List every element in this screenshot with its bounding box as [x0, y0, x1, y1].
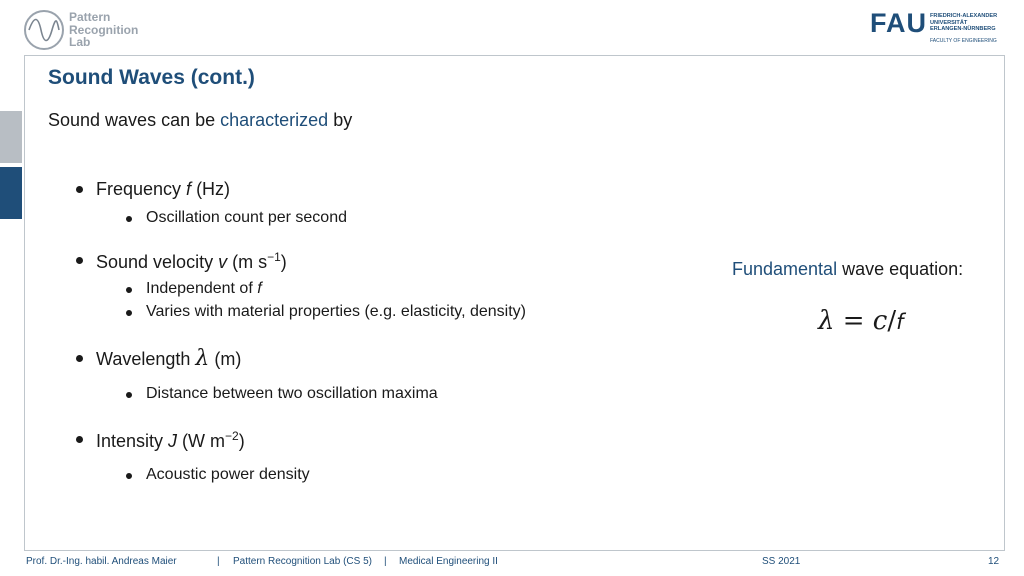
sub-bullet-dot	[126, 473, 132, 479]
footer-separator: |	[217, 556, 220, 567]
sub-bullet-text: Distance between two oscillation maxima	[146, 385, 438, 402]
sub-bullet-distance-maxima	[126, 385, 438, 403]
pattern-recognition-lab-logo	[24, 8, 154, 54]
wave-equation	[818, 306, 904, 336]
bullet-dot	[76, 257, 83, 264]
sub-bullet-text: Oscillation count per second	[146, 209, 347, 226]
footer-term: SS 2021	[762, 556, 801, 567]
bullet-label: Sound velocity	[96, 252, 219, 272]
wave-equation-rhs: f	[896, 310, 904, 334]
bullet-label: Intensity	[96, 431, 169, 451]
lab-logo-icon	[24, 10, 64, 50]
bullet-unit-close: )	[280, 252, 287, 272]
bullet-sound-velocity	[76, 250, 287, 273]
side-marker-gray	[0, 111, 22, 163]
frame-right-rule	[1004, 55, 1005, 551]
bullet-unit-exponent: −2	[225, 429, 239, 443]
bullet-frequency	[76, 179, 230, 200]
footer-author: Prof. Dr.-Ing. habil. Andreas Maier	[26, 556, 177, 567]
bullet-symbol: f	[186, 179, 192, 199]
footer-lab: Pattern Recognition Lab (CS 5)	[233, 556, 372, 567]
intro-text-end: by	[328, 110, 353, 130]
sub-bullet-symbol: f	[257, 280, 262, 297]
frame-left-rule	[24, 55, 25, 551]
sub-bullet-independent-of-f	[126, 280, 262, 298]
bullet-dot	[76, 186, 83, 193]
fau-logo-text: FRIEDRICH-ALEXANDER UNIVERSITÄT ERLANGEN-NÜRNBERG	[930, 13, 998, 32]
intro-text	[48, 110, 352, 131]
frame-top-rule	[24, 55, 1004, 56]
intro-text-start: Sound waves can be	[48, 110, 221, 130]
fau-logo	[870, 8, 1000, 48]
wave-equation-heading	[732, 259, 963, 280]
bullet-unit: (W m	[177, 431, 226, 451]
lab-logo-text: Pattern Recognition Lab	[69, 10, 139, 49]
bullet-dot	[76, 436, 83, 443]
wave-equation-heading-highlight: Fundamental	[732, 259, 838, 279]
slide-title: Sound Waves (cont.)	[48, 66, 255, 89]
sub-bullet-dot	[126, 392, 132, 398]
sub-bullet-oscillation-count	[126, 209, 347, 227]
sub-bullet-text: Acoustic power density	[146, 466, 310, 483]
sub-bullet-acoustic-power	[126, 466, 310, 484]
footer-course: Medical Engineering II	[399, 556, 498, 567]
bullet-symbol: v	[218, 252, 228, 272]
bullet-unit: (m s	[227, 252, 268, 272]
bullet-label: Frequency	[96, 179, 187, 199]
sub-bullet-dot	[126, 216, 132, 222]
side-marker-blue	[0, 167, 22, 219]
bullet-intensity	[76, 429, 245, 452]
bullet-unit: (Hz)	[191, 179, 231, 199]
wave-equation-heading-rest: wave equation:	[837, 259, 964, 279]
footer-page-number: 12	[988, 556, 1000, 567]
bullet-label: Wavelength	[96, 349, 196, 369]
sub-bullet-material-properties	[126, 303, 526, 321]
bullet-symbol: λ	[195, 346, 210, 371]
fau-logo-mark: FAU	[870, 8, 927, 38]
sub-bullet-dot	[126, 310, 132, 316]
bullet-wavelength	[76, 346, 241, 371]
bullet-unit-exponent: −1	[267, 250, 281, 264]
fau-logo-subtext: FACULTY OF ENGINEERING	[930, 38, 997, 44]
frame-bottom-rule	[24, 550, 1005, 551]
bullet-symbol: J	[168, 431, 178, 451]
bullet-unit: (m)	[209, 349, 242, 369]
intro-highlight: characterized	[220, 110, 329, 130]
wave-equation-lhs: λ = c	[818, 306, 888, 336]
sub-bullet-dot	[126, 287, 132, 293]
bullet-dot	[76, 355, 83, 362]
sub-bullet-text: Independent of	[146, 280, 258, 297]
bullet-unit-close: )	[238, 431, 245, 451]
wave-equation-slash: /	[887, 306, 897, 336]
footer-separator: |	[384, 556, 387, 567]
sub-bullet-text: Varies with material properties (e.g. elasticity, density)	[146, 303, 526, 320]
